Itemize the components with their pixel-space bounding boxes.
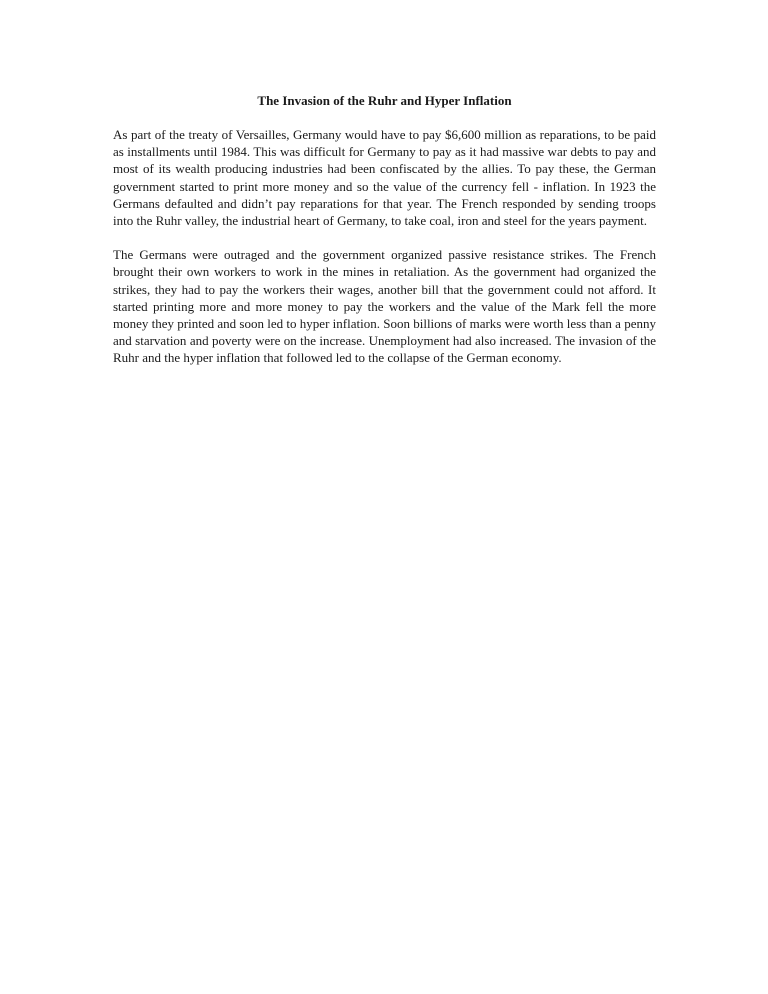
paragraph-resistance-hyperinflation: The Germans were outraged and the government organized passive resistance strikes. The French brought their own workers to work in the mines in retaliation. As the government had organized the strikes, they had to pay the workers their wages, another bill that the government could not afford. It started printing more and more money to pay the workers and the value of the Mark fell the more money they printed and soon led to hyper inflation. Soon billions of marks were worth less than a penny and starvation and poverty were on the increase. Unemployment had also increased. The invasion of the Ruhr and the hyper inflation that followed led to the collapse of the German economy. xyxy=(113,247,656,366)
document-title: The Invasion of the Ruhr and Hyper Inflation xyxy=(257,93,512,108)
document-page xyxy=(113,0,656,367)
paragraph-treaty-reparations: As part of the treaty of Versailles, Germany would have to pay $6,600 million as reparations, to be paid as installments until 1984. This was difficult for Germany to pay as it had massive war debts to pay and most of its wealth producing industries had been confiscated by the allies. To pay these, the German government started to print more money and so the value of the currency fell - inflation. In 1923 the Germans defaulted and didn’t pay reparations for that year. The French responded by sending troops into the Ruhr valley, the industrial heart of Germany, to take coal, iron and steel for the years payment. xyxy=(113,127,656,229)
